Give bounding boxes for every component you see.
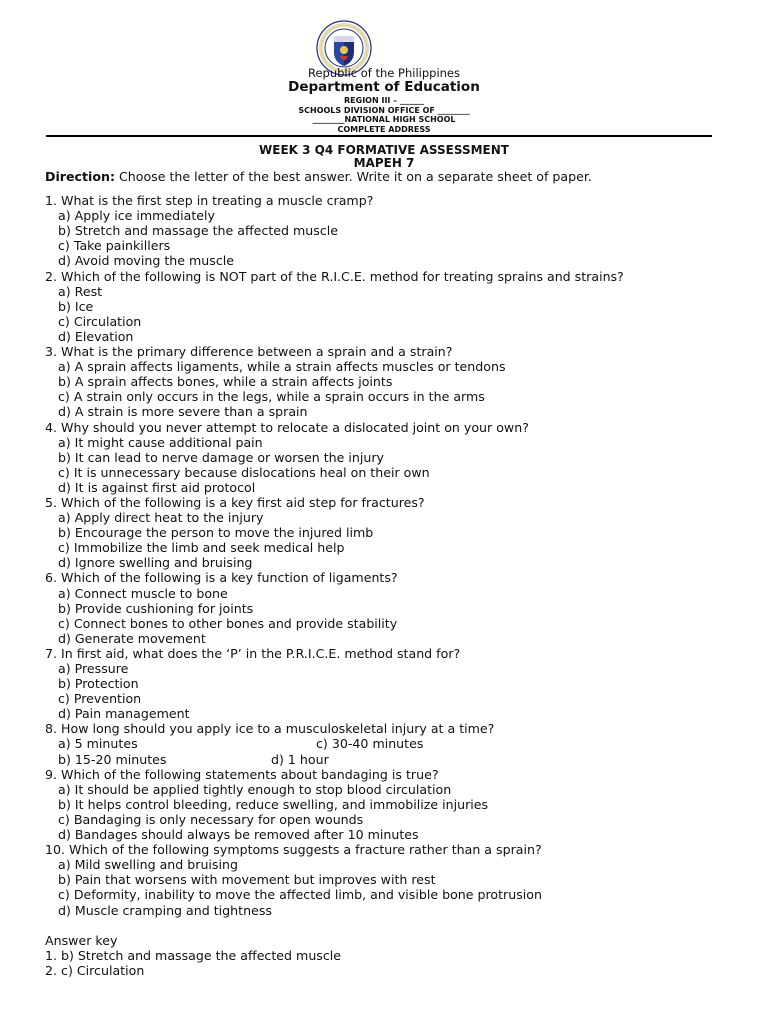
- option-b: b) Provide cushioning for joints: [58, 600, 254, 616]
- question-10: [45, 842, 745, 917]
- question-text: 4. Why should you never attempt to relocate a dislocated joint on your own?: [45, 419, 529, 435]
- option-c: c) Immobilize the limb and seek medical help: [58, 540, 345, 556]
- question-5: [45, 495, 745, 570]
- option-c: c) Prevention: [58, 691, 142, 707]
- school-info-block: [0, 96, 768, 134]
- option-a: a) A sprain affects ligaments, while a strain affects muscles or tendons: [58, 359, 506, 375]
- option-d: d) A strain is more severe than a sprain: [58, 404, 308, 420]
- answer-key: [45, 933, 745, 978]
- direction-text: Choose the letter of the best answer. Write it on a separate sheet of paper.: [114, 169, 592, 184]
- answer-key-item: 2. c) Circulation: [45, 962, 145, 978]
- option-b: b) Encourage the person to move the injured limb: [58, 525, 374, 541]
- option-d: d) 1 hour: [271, 751, 329, 767]
- direction-line: [45, 169, 745, 184]
- subject-title: MAPEH 7: [353, 156, 415, 170]
- assessment-content: [45, 169, 745, 978]
- option-c: c) A strain only occurs in the legs, while a sprain occurs in the arms: [58, 389, 485, 405]
- option-c: c) 30-40 minutes: [316, 736, 424, 752]
- question-8: [45, 721, 745, 766]
- question-4: [45, 420, 745, 495]
- option-b: b) It can lead to nerve damage or worsen the injury: [58, 449, 384, 465]
- question-2: [45, 269, 745, 344]
- option-c: c) Circulation: [58, 313, 142, 329]
- region-line: REGION III – ______: [344, 96, 424, 105]
- option-d: d) Generate movement: [58, 630, 206, 646]
- assessment-title: WEEK 3 Q4 FORMATIVE ASSESSMENT: [259, 143, 509, 157]
- option-d: d) Avoid moving the muscle: [58, 253, 234, 269]
- option-b: b) Ice: [58, 298, 94, 314]
- question-9: [45, 767, 745, 842]
- question-text: 6. Which of the following is a key function of ligaments?: [45, 570, 398, 586]
- question-text: 7. In first aid, what does the ‘P’ in the P.R.I.C.E. method stand for?: [45, 645, 461, 661]
- question-1: [45, 193, 745, 268]
- option-c: c) Deformity, inability to move the affected limb, and visible bone protrusion: [58, 887, 542, 903]
- department-name: Department of Education: [288, 79, 480, 95]
- option-c: c) Take painkillers: [58, 238, 171, 254]
- option-a: a) Connect muscle to bone: [58, 585, 228, 601]
- answer-key-label: Answer key: [45, 932, 118, 948]
- direction-label: Direction:: [45, 169, 115, 184]
- option-a: a) Apply ice immediately: [58, 208, 215, 224]
- option-a: a) Pressure: [58, 661, 129, 676]
- option-d: d) Pain management: [58, 706, 190, 722]
- option-b: b) Pain that worsens with movement but improves with rest: [58, 872, 436, 888]
- question-text: 1. What is the first step in treating a muscle cramp?: [45, 193, 374, 209]
- option-d: d) Ignore swelling and bruising: [58, 555, 253, 571]
- answer-key-item: 1. b) Stretch and massage the affected muscle: [45, 947, 342, 963]
- option-b: b) A sprain affects bones, while a strain affects joints: [58, 374, 393, 390]
- division-line: SCHOOLS DIVISION OFFICE OF ________: [298, 105, 470, 115]
- option-b: b) 15-20 minutes: [58, 751, 167, 767]
- option-d: d) Elevation: [58, 328, 134, 344]
- question-3: [45, 344, 745, 419]
- assessment-title-block: [0, 144, 768, 170]
- option-b: b) Protection: [58, 676, 139, 692]
- header-divider: [46, 135, 712, 137]
- option-a: a) It should be applied tightly enough to stop blood circulation: [58, 781, 452, 797]
- option-b: b) It helps control bleeding, reduce swelling, and immobilize injuries: [58, 796, 489, 812]
- school-line: ________NATIONAL HIGH SCHOOL: [312, 115, 456, 124]
- question-text: 9. Which of the following statements about bandaging is true?: [45, 766, 439, 782]
- option-a: a) Mild swelling and bruising: [58, 857, 238, 873]
- option-d: d) Muscle cramping and tightness: [58, 902, 272, 918]
- question-6: [45, 570, 745, 645]
- question-text: 3. What is the primary difference between a sprain and a strain?: [45, 344, 453, 360]
- spacer: [45, 918, 745, 933]
- question-text: 5. Which of the following is a key first aid step for fractures?: [45, 494, 425, 510]
- option-d: d) It is against first aid protocol: [58, 479, 256, 495]
- option-b: b) Stretch and massage the affected muscle: [58, 223, 339, 239]
- option-row: [45, 752, 745, 767]
- option-a: a) Apply direct heat to the injury: [58, 510, 264, 526]
- question-text: 2. Which of the following is NOT part of the R.I.C.E. method for treating sprains and strains?: [45, 268, 624, 284]
- option-c: c) It is unnecessary because dislocations heal on their own: [58, 464, 430, 480]
- question-text: 10. Which of the following symptoms suggests a fracture rather than a sprain?: [45, 842, 542, 858]
- option-c: c) Bandaging is only necessary for open wounds: [58, 811, 364, 827]
- address-line: COMPLETE ADDRESS: [337, 124, 431, 134]
- question-7: [45, 646, 745, 721]
- option-a: a) Rest: [58, 283, 103, 299]
- republic-line: Republic of the Philippines: [307, 66, 461, 80]
- option-a: a) 5 minutes: [58, 736, 138, 752]
- option-d: d) Bandages should always be removed after 10 minutes: [58, 827, 419, 843]
- option-row: [45, 736, 745, 751]
- option-a: a) It might cause additional pain: [58, 434, 263, 450]
- option-c: c) Connect bones to other bones and provide stability: [58, 615, 398, 631]
- question-text: 8. How long should you apply ice to a musculoskeletal injury at a time?: [45, 721, 495, 737]
